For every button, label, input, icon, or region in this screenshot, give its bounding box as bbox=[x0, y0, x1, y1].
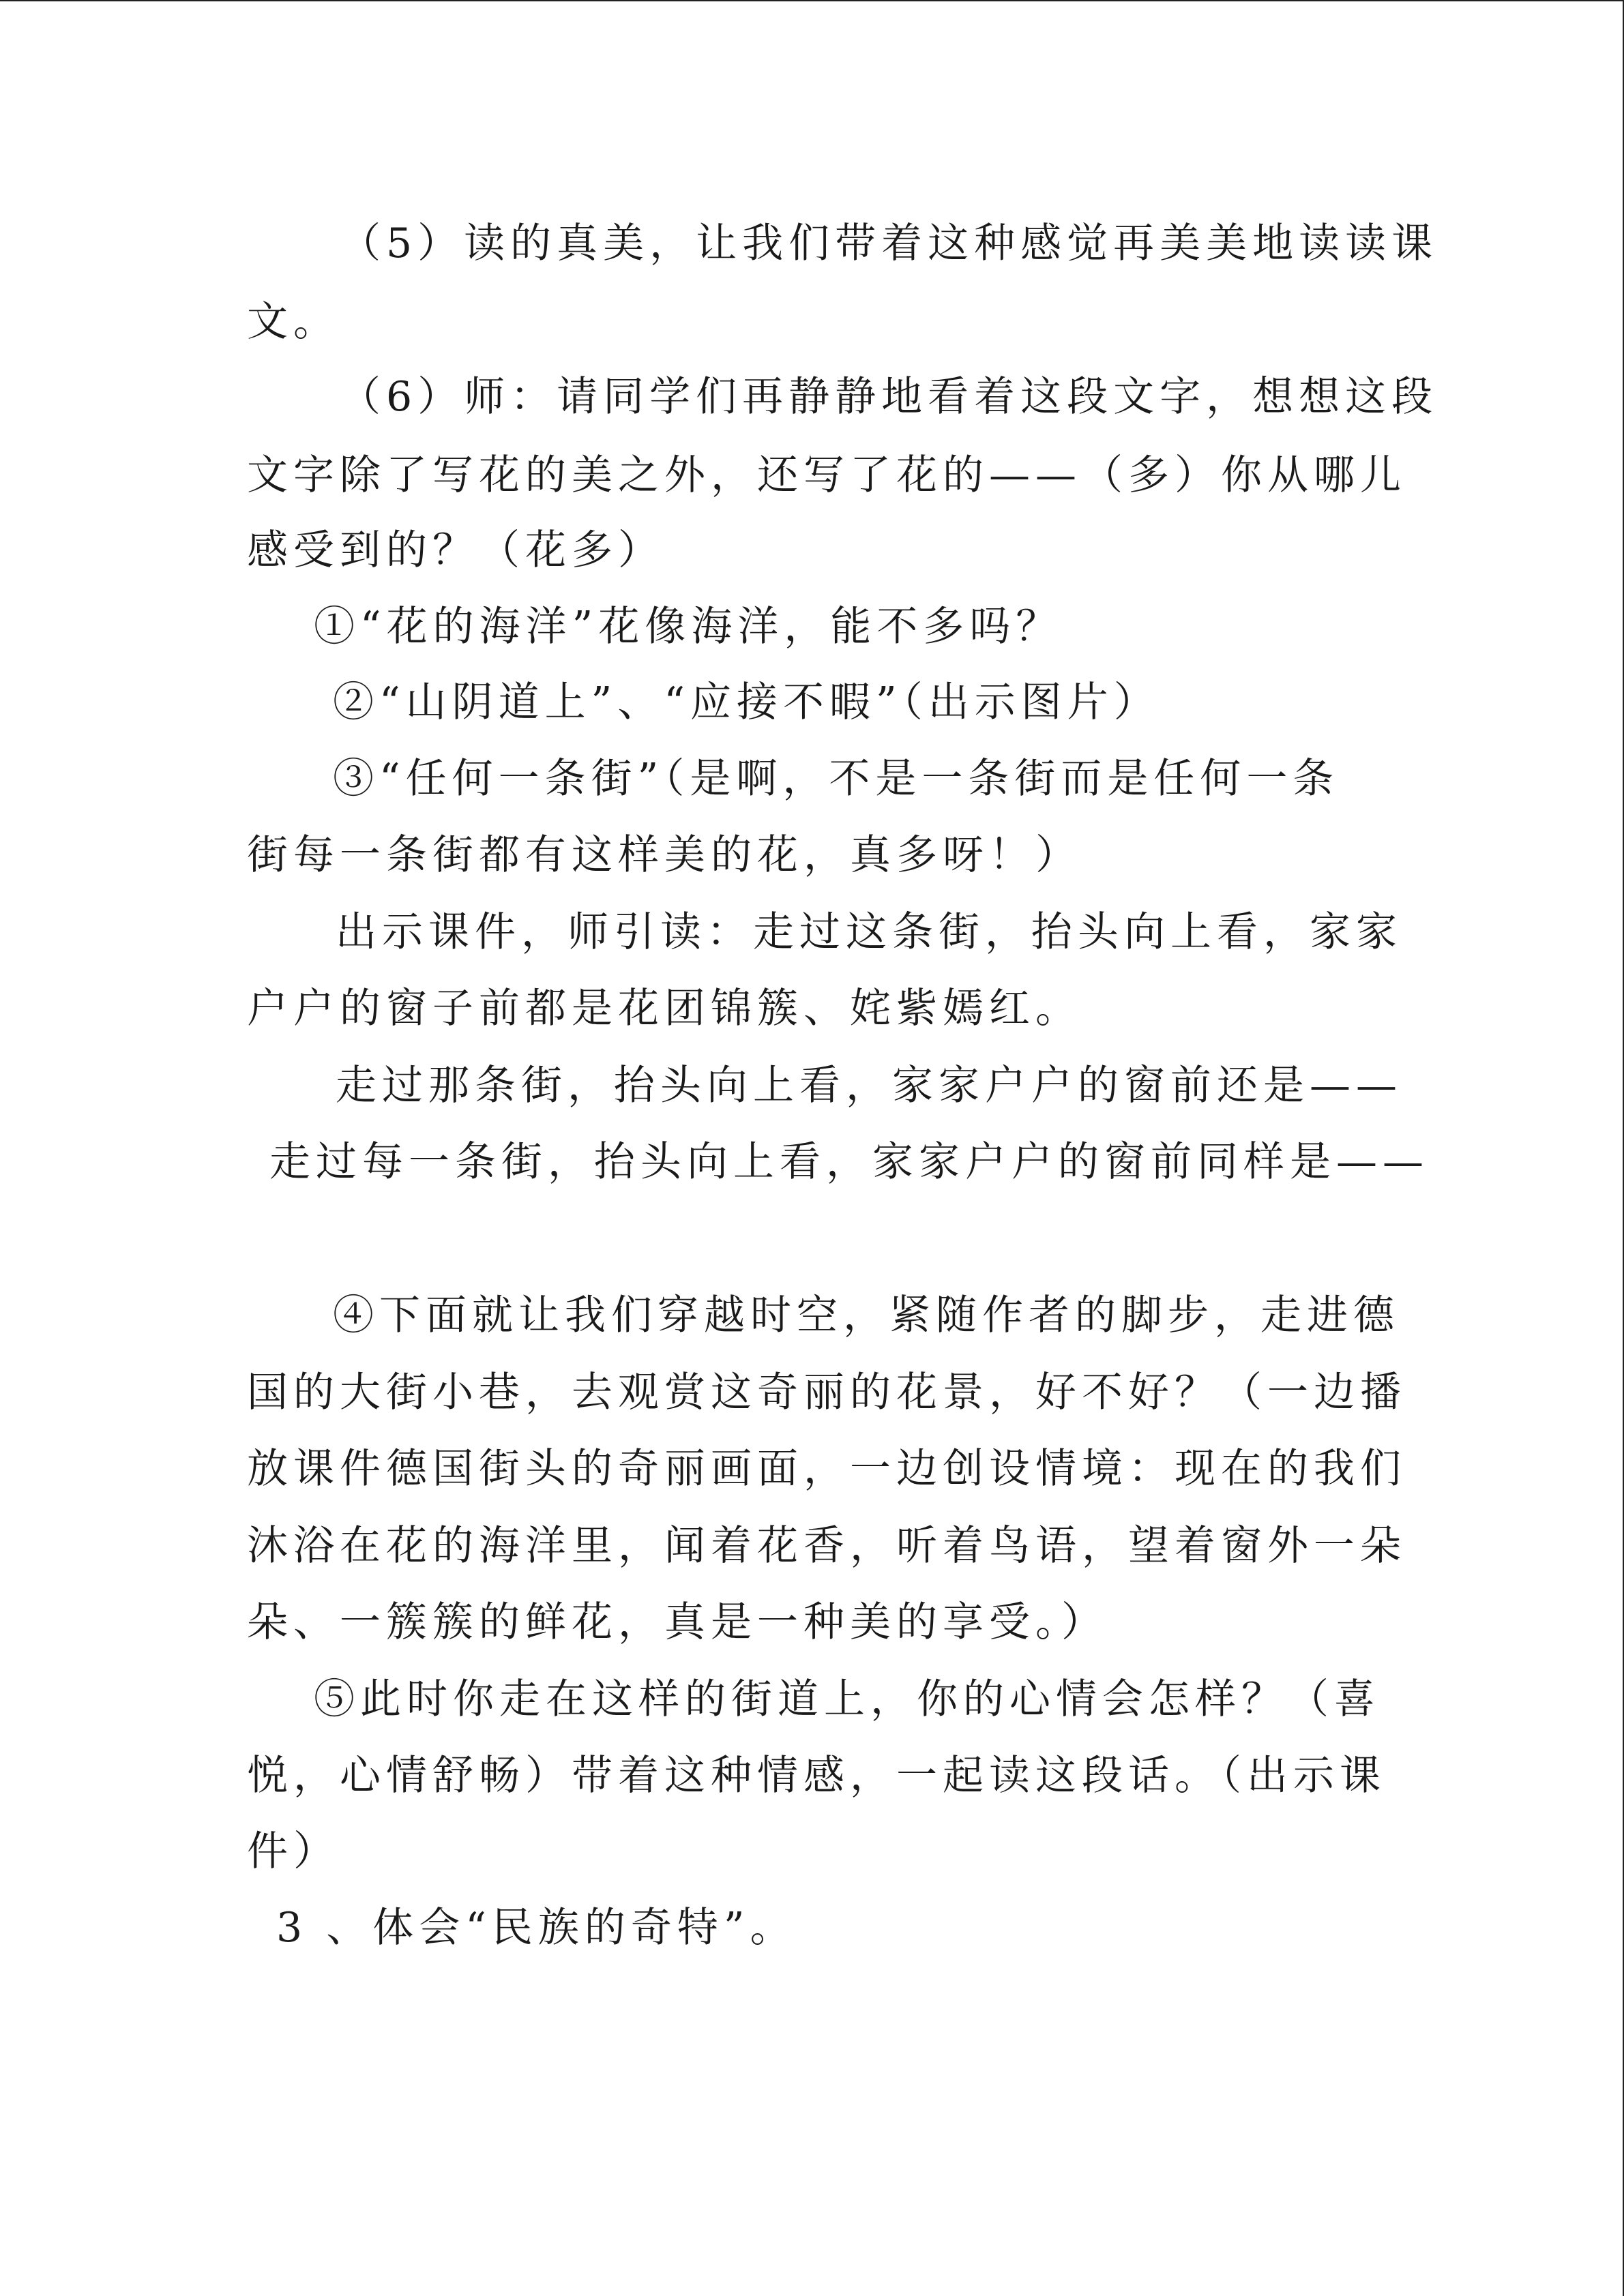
text-line: 悦，心情舒畅）带着这种情感，一起读这段话。（出示课 bbox=[247, 1752, 1386, 1800]
text-line: （5）读的真美，让我们带着这种感觉再美美地读读课 bbox=[340, 220, 1438, 267]
text-line: ⑤此时你走在这样的街道上，你的心情会怎样？（喜 bbox=[314, 1675, 1381, 1723]
text-line: 放课件德国街头的奇丽画面，一边创设情境：现在的我们 bbox=[247, 1445, 1406, 1493]
text-line: 街每一条街都有这样美的花，真多呀！） bbox=[247, 831, 1082, 879]
text-line: 走过那条街，抬头向上看，家家户户的窗前还是—— bbox=[336, 1062, 1402, 1109]
text-line: 户户的窗子前都是花团锦簇、姹紫嫣红。 bbox=[247, 985, 1082, 1032]
text-line: 3 、体会“民族的奇特”。 bbox=[276, 1904, 797, 1952]
text-line: 感受到的？（花多） bbox=[247, 526, 664, 574]
text-line: 文。 bbox=[247, 298, 340, 346]
text-line: 走过每一条街，抬头向上看，家家户户的窗前同样是—— bbox=[269, 1138, 1429, 1186]
text-line: 出示课件，师引读：走过这条街，抬头向上看，家家 bbox=[336, 908, 1402, 956]
text-line: ④下面就让我们穿越时空，紧随作者的脚步，走进德 bbox=[333, 1292, 1400, 1339]
text-line: ②“山阴道上”、“应接不暇”（出示图片） bbox=[333, 679, 1160, 726]
text-line: 沐浴在花的海洋里，闻着花香，听着鸟语，望着窗外一朵 bbox=[247, 1522, 1406, 1570]
text-line: （6）师：请同学们再静静地看着这段文字，想想这段 bbox=[340, 373, 1438, 421]
text-line: 文字除了写花的美之外，还写了花的——（多）你从哪儿 bbox=[247, 451, 1406, 499]
text-line: ①“花的海洋”花像海洋，能不多吗？ bbox=[314, 603, 1063, 651]
text-line: 国的大街小巷，去观赏这奇丽的花景，好不好？（一边播 bbox=[247, 1369, 1406, 1416]
text-line: 朵、一簇簇的鲜花，真是一种美的享受。） bbox=[247, 1598, 1108, 1646]
text-line: 件） bbox=[247, 1828, 340, 1875]
text-line: ③“任何一条街”（是啊，不是一条街而是任何一条 bbox=[333, 755, 1340, 803]
